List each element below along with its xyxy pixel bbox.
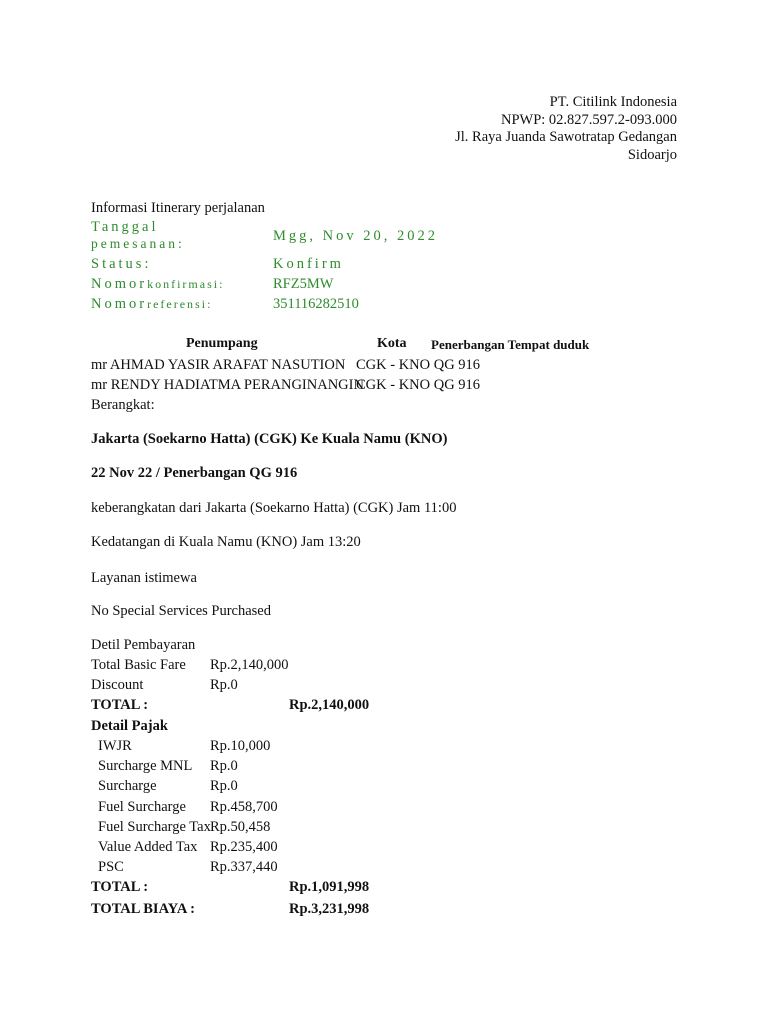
grand-total-value: Rp.3,231,998 bbox=[289, 901, 370, 917]
fare-total-value: Rp.2,140,000 bbox=[289, 697, 370, 713]
passenger-route bbox=[356, 376, 480, 394]
company-npwp: NPWP: 02.827.597.2-093.000 bbox=[500, 112, 677, 128]
tax-label: Surcharge bbox=[98, 778, 157, 794]
tax-label: Fuel Surcharge bbox=[98, 799, 186, 815]
col-flight-seat-header: Penerbangan Tempat duduk bbox=[431, 337, 590, 352]
discount-value: Rp.0 bbox=[210, 677, 238, 693]
passenger-name: mr AHMAD YASIR ARAFAT NASUTION bbox=[91, 357, 346, 373]
departure-info: keberangkatan dari Jakarta (Soekarno Hatta) (CGK) Jam 11:00 bbox=[91, 500, 457, 516]
route-text: CGK - KNO bbox=[356, 377, 431, 393]
booking-date-label-line1: Tanggal bbox=[91, 219, 159, 235]
itinerary-heading: Informasi Itinerary perjalanan bbox=[91, 200, 265, 216]
route-title: Jakarta (Soekarno Hatta) (CGK) Ke Kuala Namu (KNO) bbox=[91, 431, 448, 447]
tax-label: Surcharge MNL bbox=[98, 758, 193, 774]
special-services-value: No Special Services Purchased bbox=[91, 603, 271, 619]
col-passenger-header: Penumpang bbox=[186, 336, 258, 351]
basic-fare-label: Total Basic Fare bbox=[91, 657, 186, 673]
arrival-info: Kedatangan di Kuala Namu (KNO) Jam 13:20 bbox=[91, 534, 361, 550]
payment-heading: Detil Pembayaran bbox=[91, 637, 196, 653]
fare-total-label: TOTAL : bbox=[91, 697, 149, 713]
tax-total-value: Rp.1,091,998 bbox=[289, 879, 370, 895]
confirmation-label-a: Nomor bbox=[91, 276, 148, 292]
basic-fare-value: Rp.2,140,000 bbox=[210, 657, 289, 673]
departure-label: Berangkat: bbox=[91, 397, 155, 413]
grand-total-label: TOTAL BIAYA : bbox=[91, 901, 195, 917]
passenger-route bbox=[356, 356, 480, 374]
tax-value: Rp.10,000 bbox=[210, 738, 271, 754]
confirmation-value: RFZ5MW bbox=[273, 276, 334, 292]
confirmation-label-b: konfirmasi: bbox=[147, 277, 225, 291]
passenger-row bbox=[91, 376, 364, 394]
tax-total-label: TOTAL : bbox=[91, 879, 149, 895]
reference-label bbox=[91, 295, 212, 313]
company-city: Sidoarjo bbox=[627, 147, 677, 163]
special-services-label: Layanan istimewa bbox=[91, 570, 197, 586]
tax-value: Rp.0 bbox=[210, 778, 238, 794]
reference-label-a: Nomor bbox=[91, 296, 148, 312]
status-label: Status: bbox=[91, 256, 152, 272]
tax-label: Value Added Tax bbox=[98, 839, 198, 855]
booking-date-value: Mgg, Nov 20, 2022 bbox=[273, 228, 438, 244]
passenger-name: mr RENDY HADIATMA PERANGINANGIN bbox=[91, 377, 364, 393]
tax-value: Rp.235,400 bbox=[210, 839, 278, 855]
company-address: Jl. Raya Juanda Sawotratap Gedangan bbox=[455, 129, 677, 145]
tax-value: Rp.0 bbox=[210, 758, 238, 774]
flight-date: 22 Nov 22 / Penerbangan QG 916 bbox=[91, 465, 298, 481]
passenger-row bbox=[91, 356, 345, 374]
flight-text: QG 916 bbox=[433, 357, 481, 373]
flight-text: QG 916 bbox=[433, 377, 481, 393]
col-city-header: Kota bbox=[377, 336, 407, 351]
tax-label: PSC bbox=[98, 859, 124, 875]
reference-value: 351116282510 bbox=[273, 296, 359, 312]
tax-value: Rp.337,440 bbox=[210, 859, 278, 875]
tax-value: Rp.50,458 bbox=[210, 819, 271, 835]
tax-label: Fuel Surcharge Tax bbox=[98, 819, 211, 835]
booking-date-label-line2: pemesanan: bbox=[91, 236, 185, 251]
status-value: Konfirm bbox=[273, 256, 344, 272]
route-text: CGK - KNO bbox=[356, 357, 431, 373]
company-name: PT. Citilink Indonesia bbox=[549, 94, 677, 110]
tax-value: Rp.458,700 bbox=[210, 799, 278, 815]
reference-label-b: referensi: bbox=[147, 297, 213, 311]
tax-label: IWJR bbox=[98, 738, 132, 754]
discount-label: Discount bbox=[91, 677, 144, 693]
tax-heading: Detail Pajak bbox=[91, 718, 168, 734]
confirmation-label bbox=[91, 275, 224, 293]
